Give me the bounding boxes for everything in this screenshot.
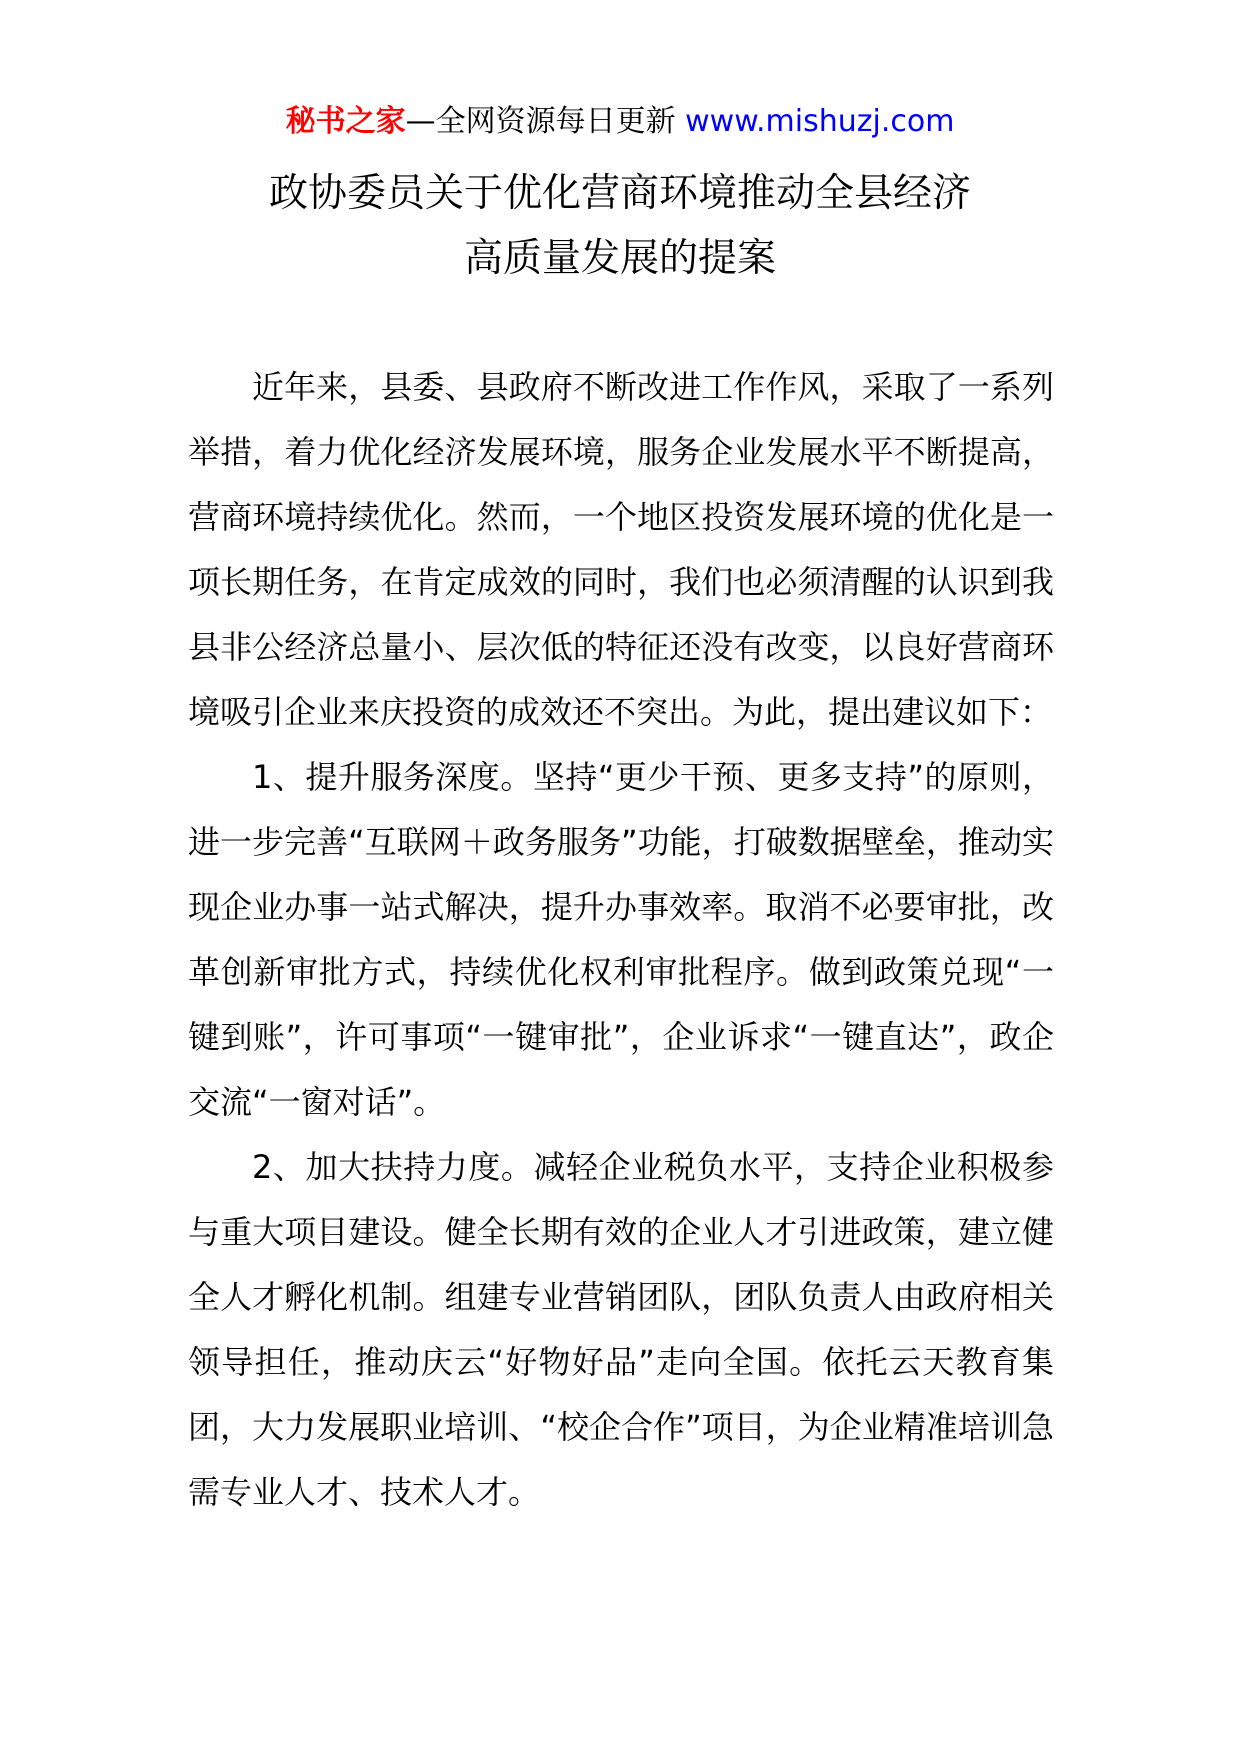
document-body: [188, 355, 1054, 1525]
brand-name: 秘书之家: [285, 104, 406, 139]
paragraph-intro: 近年来，县委、县政府不断改进工作作风，采取了一系列举措，着力优化经济发展环境，服务企业发展水平不断提高，营商环境持续优化。然而，一个地区投资发展环境的优化是一项长期任务，在肯定成效的同时，我们也必须清醒的认识到我县非公经济总量小、层次低的特征还没有改变，以良好营商环境吸引企业来庆投资的成效还不突出。为此，提出建议如下：: [188, 368, 1054, 731]
site-header: [0, 100, 1240, 144]
paragraph-point-1: 1、提升服务深度。坚持“更少干预、更多支持”的原则，进一步完善“互联网＋政务服务”功能，打破数据壁垒，推动实现企业办事一站式解决，提升办事效率。取消不必要审批，改革创新审批方式，持续优化权利审批程序。做到政策兑现“一键到账”，许可事项“一键审批”，企业诉求“一键直达”，政企交流“一窗对话”。: [188, 758, 1054, 1121]
site-url-link[interactable]: www.mishuzj.com: [685, 104, 955, 139]
document-title-line-2: 高质量发展的提案: [463, 236, 776, 281]
paragraph-point-2: 2、加大扶持力度。减轻企业税负水平，支持企业积极参与重大项目建设。健全长期有效的企业人才引进政策，建立健全人才孵化机制。组建专业营销团队，团队负责人由政府相关领导担任，推动庆云“好物好品”走向全国。依托云天教育集团，大力发展职业培训、“校企合作”项目，为企业精准培训急需专业人才、技术人才。: [188, 1148, 1054, 1511]
document-title-line-1: 政协委员关于优化营商环境推动全县经济: [268, 171, 971, 216]
header-tagline: —全网资源每日更新: [405, 104, 676, 139]
